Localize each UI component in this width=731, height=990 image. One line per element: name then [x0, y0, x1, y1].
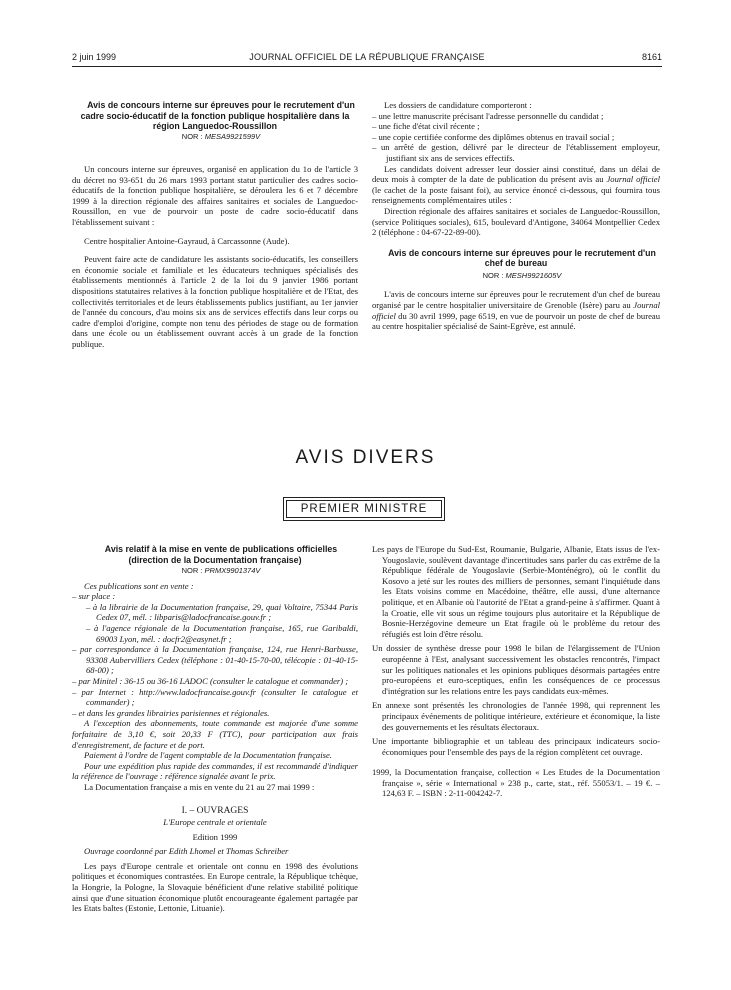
running-header	[72, 52, 662, 66]
avis1-paragraph-1: Un concours interne sur épreuves, organisé en application du 1o de l'article 3 du décret no 93-651 du 26 mars 1993 portant statut particulier des cadres socio-éducatifs de la fonction publique hospitalière, se déroulera les 6 et 7 décembre 1999 à la direction régionale des affaires sanitaires et sociales de Languedoc-Roussillon, en vue de pourvoir un poste de cadre socio-éducatif dans l'établissement suivant :	[72, 164, 358, 228]
column-bottom-right	[372, 544, 660, 799]
avis1-paragraph-4: Les dossiers de candidature comporteront :	[384, 100, 532, 110]
section-title: AVIS DIVERS	[295, 447, 436, 468]
avis3-vente: La Documentation française a mis en vente du 21 au 27 mai 1999 :	[84, 781, 315, 792]
avis1-item-2: – une fiche d'état civil récente ;	[372, 121, 480, 132]
avis3-paragraph-a: Les pays d'Europe centrale et orientale ont connu en 1998 des évolutions politiques et économiques contrastées. En Europe centrale, la République tchèque, la Hongrie, la Pologne, la Slovaquie bénéficient d'une relative stabilité politique ainsi que d'une situation économique plutôt encourageante également partagée par les Etats baltes (Estonie, Lettonie, Lituanie).	[72, 860, 358, 914]
avis3-section-heading: I. – OUVRAGES	[181, 806, 249, 817]
avis1-title: Avis de concours interne sur épreuves pour le recrutement d'un cadre socio-éducatif de la fonction publique hospitalière dans la région Languedoc-Roussillon	[80, 100, 355, 131]
avis3-method-3: – par Internet : http://www.ladocfrancaise.gouv.fr (consulter le catalogue et commander) ;	[72, 686, 358, 708]
ministry-box-label: PREMIER MINISTRE	[300, 503, 428, 515]
avis3-intro-2: – sur place :	[72, 591, 116, 602]
avis1-nor	[72, 132, 358, 143]
avis1-paragraph-6: Direction régionale des affaires sanitaires et sociales de Languedoc-Roussillon, (service Politiques sociales), 615, boulevard d'Antigone, 34064 Montpellier Cedex 2 (téléphone : 04-67-22-89-00).	[372, 205, 660, 238]
avis3-edition: Edition 1999	[192, 831, 238, 842]
avis3-nor	[72, 566, 358, 577]
avis3-book-title: L'Europe centrale et orientale	[163, 817, 267, 828]
avis3-note-1: A l'exception des abonnements, toute commande est majorée d'une somme forfaitaire de 3,10 €, soit 20,33 F (TTC), pour participation aux frais d'enregistrement, de facture et de port.	[72, 718, 358, 750]
header-journal-title: JOURNAL OFFICIEL DE LA RÉPUBLIQUE FRANÇAISE	[249, 52, 485, 62]
header-page-number: 8161	[641, 52, 662, 62]
avis3-paragraph-c: Un dossier de synthèse dresse pour 1998 le bilan de l'élargissement de l'Union européenne à l'Est, analysant successivement les obstacles rencontrés, l'impact sur les politiques nationales et les opinions publiques désormais partagées entre pro-européens et euro-sceptiques, enfin les conséquences de ce processus d'intégration sur les relations entre les pays candidats eux-mêmes.	[372, 643, 660, 696]
avis1-nor-code: MESA9921599V	[204, 131, 261, 141]
avis1-paragraph-3: Peuvent faire acte de candidature les assistants socio-éducatifs, les conseillers en économie sociale et familiale et les éducateurs techniques spécialisés des établissements mentionnés à l'article 2 de la loi du 9 janvier 1986 portant dispositions statutaires relatives à la fonction publique hospitalière et de l'Etat, des collectivités territoriales et de leurs établissements publics justifiant, au 1er janvier de l'année du concours, d'au moins six ans de services effectifs dans leur corps ou cadre d'emploi d'origine, compte non tenu des périodes de stage ou de formation dans une école ou un établissement ouvrant accès à un grade de la fonction publique.	[72, 254, 358, 349]
avis3-paragraph-f: 1999, la Documentation française, collection « Les Etudes de la Documentation française », série « International » 238 p., carte, stat., réf. 55053/1. – 19 €. – 124,63 F. – ISBN : 2-11-004242-7.	[372, 767, 660, 799]
avis3-intro-1: Ces publications sont en vente :	[84, 580, 194, 591]
avis1-paragraph-5: Les candidats doivent adresser leur dossier ainsi constitué, dans un délai de deux mois à compter de la date de publication du présent avis au Journal officiel (le cachet de la poste faisant foi), au service énoncé ci-dessous, qui fournira tous renseignements complémentaires utiles :	[372, 163, 660, 206]
avis2-nor	[372, 271, 660, 282]
avis3-paragraph-b: Les pays de l'Europe du Sud-Est, Roumanie, Bulgarie, Albanie, Etats issus de l'ex-Yougoslavie, soulèvent davantage d'incertitudes sans parler du cas extrême de la République fédérale de Yougoslavie (Serbie-Monténégro), où le conflit du Kosovo a jeté sur les routes des milliers de personnes, semant l'inquiétude dans les Etats voisins comme en Macédoine, théâtre, elle aussi, d'une alternance politique, et en Albanie où l'autorité de l'Etat a grand-peine à s'affirmer. Quant à la Croatie, elle vit sous un régime toujours plus autoritaire et la République de Bosnie-Herzégovine demeure un Etat fragile où le problème du retour des réfugiés est loin d'être résolu.	[372, 544, 660, 639]
header-rule	[72, 66, 662, 67]
avis3-method-2: – par Minitel : 36-15 ou 36-16 LADOC (consulter le catalogue et commander) ;	[72, 675, 349, 686]
column-bottom-left	[72, 544, 358, 914]
avis3-sub-2: – à l'agence régionale de la Documentation française, 165, rue Garibaldi, 69003 Lyon, mél. : docfr2@easynet.fr ;	[86, 622, 358, 644]
avis3-sub-1: – à la librairie de la Documentation française, 29, quai Voltaire, 75344 Paris Cedex 07, mél. : libparis@ladocfrancaise.gouv.fr ;	[86, 601, 358, 623]
column-top-right	[372, 100, 660, 332]
avis3-nor-label: NOR :	[181, 566, 203, 575]
avis1-item-4: – un arrêté de gestion, délivré par le directeur de l'établissement employeur, justifiant six ans de services effectifs.	[372, 142, 660, 163]
avis3-note-2: Paiement à l'ordre de l'agent comptable de la Documentation française.	[84, 750, 332, 761]
avis3-note-3: Pour une expédition plus rapide des commandes, il est recommandé d'indiquer la référence de l'ouvrage : référence signalée avant le prix.	[72, 760, 358, 782]
avis1-paragraph-2: Centre hospitalier Antoine-Gayraud, à Carcassonne (Aude).	[84, 235, 290, 246]
avis3-paragraph-d: En annexe sont présentés les chronologies de l'année 1998, qui reprennent les principaux événements de politique intérieure, extérieure et économique, la liste des gouvernements et les résultats électoraux.	[372, 700, 660, 732]
avis3-paragraph-e: Une importante bibliographie et un tableau des principaux indicateurs socio-économiques pour l'ensemble des pays de la région complètent cet ouvrage.	[372, 736, 660, 757]
avis3-coordination: Ouvrage coordonné par Edith Lhomel et Thomas Schreiber	[84, 846, 289, 857]
column-top-left	[72, 100, 358, 350]
avis3-title: Avis relatif à la mise en vente de publications officielles (direction de la Documentation française)	[104, 544, 338, 565]
avis2-nor-code: MESH9921605V	[505, 270, 562, 280]
avis2-paragraph-1: L'avis de concours interne sur épreuves pour le recrutement d'un chef de bureau organisé par le centre hospitalier universitaire de Grenoble (Isère) paru au Journal officiel du 30 avril 1999, page 6519, en vue de pourvoir un poste de chef de bureau au centre hospitalier spécialisé de Saint-Egrève, est annulé.	[372, 289, 660, 332]
ministry-box	[283, 497, 445, 521]
avis1-item-3: – une copie certifiée conforme des diplômes obtenus en travail social ;	[372, 131, 615, 142]
avis3-method-4: – et dans les grandes librairies parisiennes et régionales.	[72, 707, 270, 718]
avis2-nor-label: NOR :	[482, 270, 504, 280]
avis3-nor-code: PRMX9901374V	[204, 566, 261, 575]
header-date: 2 juin 1999	[72, 52, 117, 62]
avis2-title: Avis de concours interne sur épreuves pour le recrutement d'un chef de bureau	[388, 247, 656, 269]
avis1-nor-label: NOR :	[181, 131, 203, 141]
avis3-method-1: – par correspondance à la Documentation française, 124, rue Henri-Barbusse, 93308 Aubervilliers Cedex (téléphone : 01-40-15-70-00, télécopie : 01-40-15-68-00) ;	[72, 644, 358, 676]
avis1-item-1: – une lettre manuscrite précisant l'adresse personnelle du candidat ;	[372, 110, 604, 121]
